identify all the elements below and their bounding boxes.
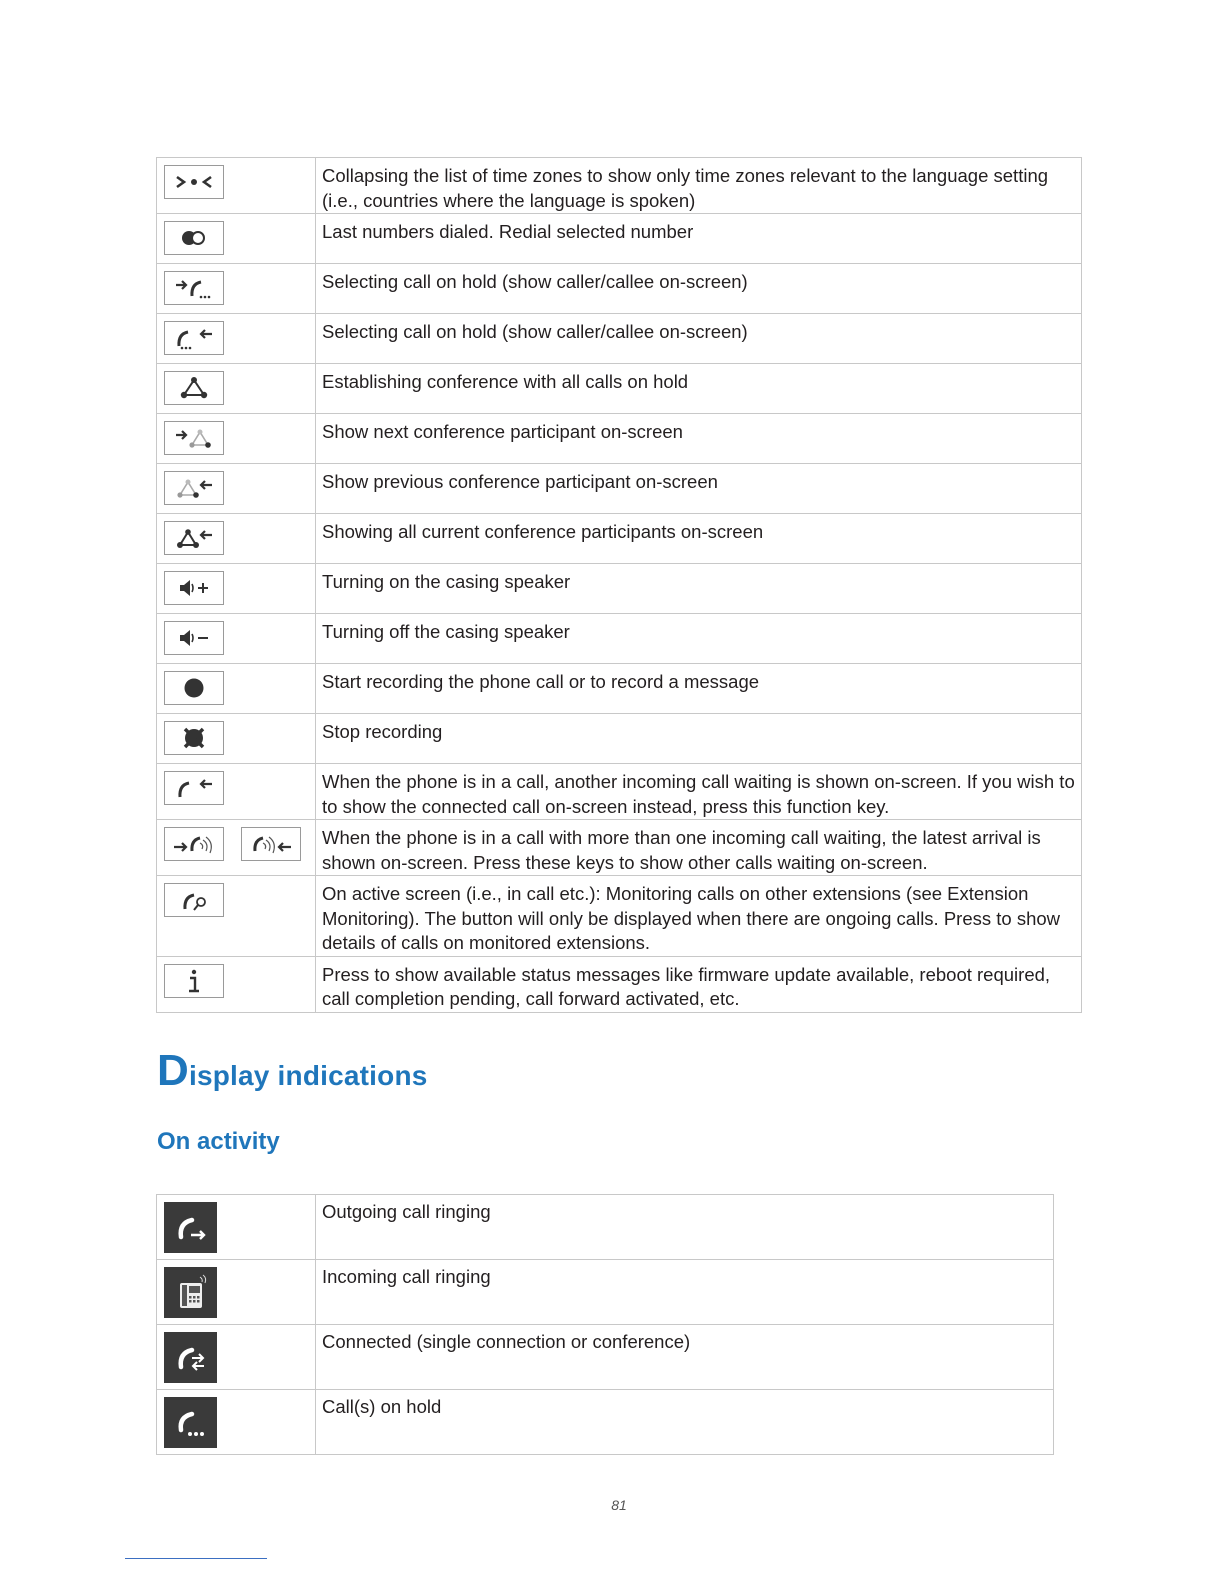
table-row bbox=[157, 564, 1082, 614]
table-row bbox=[157, 464, 1082, 514]
description-cell: Last numbers dialed. Redial selected number bbox=[316, 214, 1082, 264]
icon-cell bbox=[157, 1195, 316, 1260]
icon-cell bbox=[157, 1390, 316, 1455]
icon-cell bbox=[157, 714, 316, 764]
icon-cell bbox=[157, 820, 316, 876]
description-cell: Show previous conference participant on-screen bbox=[316, 464, 1082, 514]
icon-cell bbox=[157, 1260, 316, 1325]
hold-call-previous-icon bbox=[164, 321, 224, 355]
monitor-extensions-icon bbox=[164, 883, 224, 917]
table-row bbox=[157, 956, 1082, 1012]
table-row bbox=[157, 158, 1082, 214]
icon-cell bbox=[157, 956, 316, 1012]
description-cell: When the phone is in a call, another incoming call waiting is shown on-screen. If you wish to to show the connected call on-screen instead, press this function key. bbox=[316, 764, 1082, 820]
icon-cell bbox=[157, 158, 316, 214]
footnote-divider bbox=[125, 1558, 267, 1559]
stop-record-icon bbox=[164, 721, 224, 755]
info-icon bbox=[164, 964, 224, 998]
icon-cell bbox=[157, 876, 316, 957]
description-cell: Showing all current conference participants on-screen bbox=[316, 514, 1082, 564]
icon-cell bbox=[157, 464, 316, 514]
section-subtitle: On activity bbox=[157, 1128, 280, 1155]
section-title: Display indications bbox=[157, 1046, 428, 1095]
table-row bbox=[157, 214, 1082, 264]
description-cell: Incoming call ringing bbox=[316, 1260, 1054, 1325]
icon-cell bbox=[157, 514, 316, 564]
page-number: 81 bbox=[611, 1497, 627, 1513]
icon-cell bbox=[157, 214, 316, 264]
description-cell: Start recording the phone call or to record a message bbox=[316, 664, 1082, 714]
description-cell: Connected (single connection or conference) bbox=[316, 1325, 1054, 1390]
table-row bbox=[157, 514, 1082, 564]
table-row bbox=[157, 614, 1082, 664]
icon-cell bbox=[157, 664, 316, 714]
description-cell: Selecting call on hold (show caller/callee on-screen) bbox=[316, 314, 1082, 364]
connected-call-icon bbox=[164, 1332, 217, 1383]
icon-cell bbox=[157, 614, 316, 664]
table-row bbox=[157, 314, 1082, 364]
description-cell: Establishing conference with all calls on hold bbox=[316, 364, 1082, 414]
display-indications-table bbox=[156, 1194, 1054, 1455]
description-cell: Show next conference participant on-screen bbox=[316, 414, 1082, 464]
table-row bbox=[157, 1390, 1054, 1455]
description-cell: Stop recording bbox=[316, 714, 1082, 764]
icon-cell bbox=[157, 1325, 316, 1390]
outgoing-call-icon bbox=[164, 1202, 217, 1253]
table-row bbox=[157, 414, 1082, 464]
icon-cell bbox=[157, 414, 316, 464]
waiting-call-previous-icon bbox=[241, 827, 301, 861]
table-row bbox=[157, 876, 1082, 957]
conference-next-icon bbox=[164, 421, 224, 455]
icon-cell bbox=[157, 764, 316, 820]
icon-cell bbox=[157, 364, 316, 414]
speaker-off-icon bbox=[164, 621, 224, 655]
table-row bbox=[157, 1195, 1054, 1260]
show-connected-call-icon bbox=[164, 771, 224, 805]
collapse-zones-icon bbox=[164, 165, 224, 199]
description-cell: Turning on the casing speaker bbox=[316, 564, 1082, 614]
table-row bbox=[157, 664, 1082, 714]
speaker-on-icon bbox=[164, 571, 224, 605]
hold-call-next-icon bbox=[164, 271, 224, 305]
table-row bbox=[157, 820, 1082, 876]
table-row bbox=[157, 1325, 1054, 1390]
description-cell: Turning off the casing speaker bbox=[316, 614, 1082, 664]
redial-icon bbox=[164, 221, 224, 255]
description-cell: Call(s) on hold bbox=[316, 1390, 1054, 1455]
record-icon bbox=[164, 671, 224, 705]
conference-icon bbox=[164, 371, 224, 405]
description-cell: Outgoing call ringing bbox=[316, 1195, 1054, 1260]
table-row bbox=[157, 264, 1082, 314]
table-row bbox=[157, 364, 1082, 414]
waiting-call-next-icon bbox=[164, 827, 224, 861]
conference-all-icon bbox=[164, 521, 224, 555]
icon-cell bbox=[157, 264, 316, 314]
description-cell: When the phone is in a call with more than one incoming call waiting, the latest arrival is shown on-screen. Press these keys to show other calls waiting on-screen. bbox=[316, 820, 1082, 876]
table-row bbox=[157, 764, 1082, 820]
description-cell: On active screen (i.e., in call etc.): Monitoring calls on other extensions (see Extension Monitoring). The button will only be displayed when there are ongoing calls. Press to show details of calls on monitored extensions. bbox=[316, 876, 1082, 957]
description-cell: Collapsing the list of time zones to show only time zones relevant to the language setting (i.e., countries where the language is spoken) bbox=[316, 158, 1082, 214]
description-cell: Press to show available status messages like firmware update available, reboot required, call completion pending, call forward activated, etc. bbox=[316, 956, 1082, 1012]
icon-cell bbox=[157, 564, 316, 614]
incoming-call-icon bbox=[164, 1267, 217, 1318]
table-row bbox=[157, 1260, 1054, 1325]
icon-cell bbox=[157, 314, 316, 364]
conference-previous-icon bbox=[164, 471, 224, 505]
description-cell: Selecting call on hold (show caller/callee on-screen) bbox=[316, 264, 1082, 314]
table-row bbox=[157, 714, 1082, 764]
function-key-table bbox=[156, 157, 1082, 1013]
call-on-hold-icon bbox=[164, 1397, 217, 1448]
